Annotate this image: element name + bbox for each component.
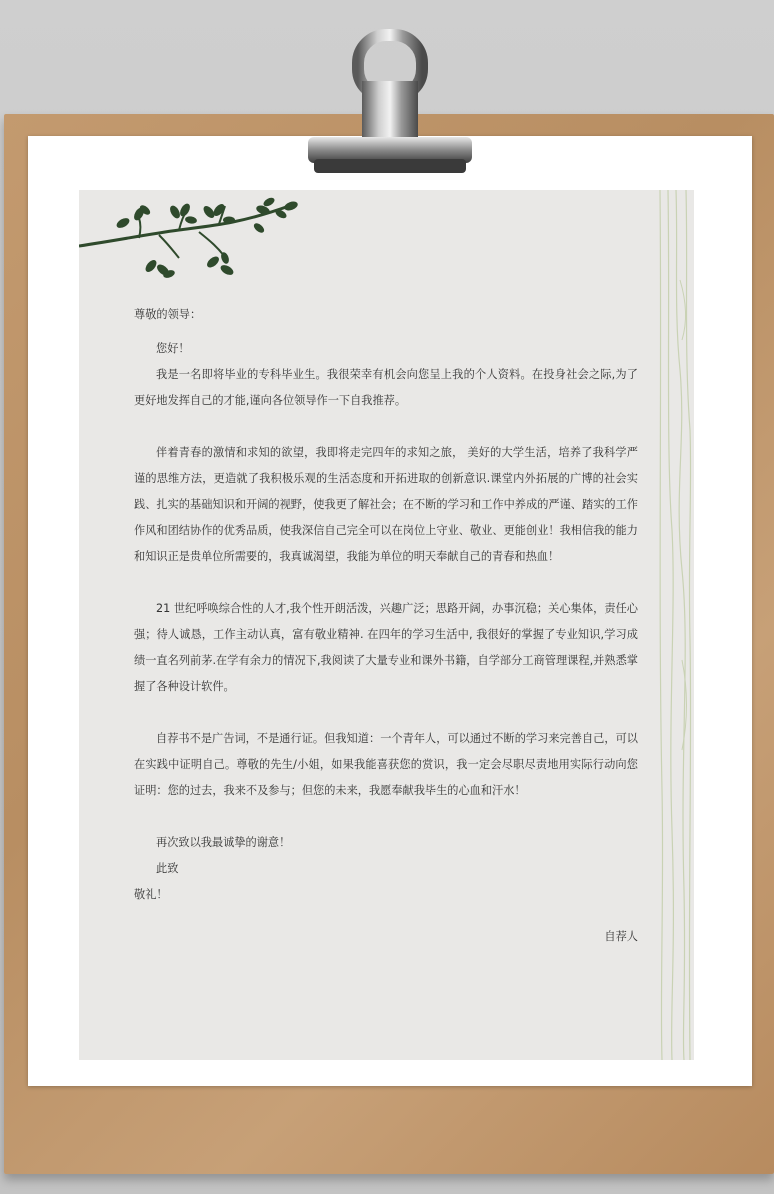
branch-decoration-icon: [79, 190, 309, 290]
letter-body: [134, 302, 638, 950]
paragraph-commitment: 自荐书不是广告词，不是通行证。但我知道：一个青年人，可以通过不断的学习来完善自己，可以在实践中证明自己。尊敬的先生/小姐，如果我能喜获您的赏识，我一定会尽职尽责地用实际行动向您证明：您的过去，我来不及参与；但您的未来，我愿奉献我毕生的心血和汗水！: [134, 732, 638, 797]
signature: 自荐人: [604, 930, 638, 943]
greeting: 您好！: [156, 342, 190, 355]
tree-trunk-decoration-icon: [654, 190, 694, 1060]
paragraph-study: 伴着青春的激情和求知的欲望，我即将走完四年的求知之旅， 美好的大学生活，培养了我科学严谨的思维方法，更造就了我积极乐观的生活态度和开拓进取的创新意识.课堂内外拓展的广博的社会实践、扎实的基础知识和开阔的视野，使我更了解社会；在不断的学习和工作中养成的严谨、踏实的工作作风和团结协作的优秀品质，使我深信自己完全可以在岗位上守业、敬业、更能创业！我相信我的能力和知识正是贵单位所需要的，我真诚渴望，我能为单位的明天奉献自己的青春和热血！: [134, 446, 638, 563]
salutation: 尊敬的领导：: [134, 308, 202, 321]
paragraph-intro: 我是一名即将毕业的专科毕业生。我很荣幸有机会向您呈上我的个人资料。在投身社会之际,为了更好地发挥自己的才能,谨向各位领导作一下自我推荐。: [134, 368, 638, 407]
binder-clip-icon: [300, 25, 480, 177]
thanks: 再次致以我最诚挚的谢意！: [156, 836, 291, 849]
closing-salute: 敬礼！: [134, 888, 168, 901]
closing-regards: 此致: [156, 862, 179, 875]
letter-page: [79, 190, 694, 1060]
paragraph-skills: 21 世纪呼唤综合性的人才,我个性开朗活泼，兴趣广泛；思路开阔，办事沉稳；关心集体，责任心强；待人诚恳，工作主动认真，富有敬业精神. 在四年的学习生活中, 我很好的掌握了专业知识,学习成绩一直名列前茅.在学有余力的情况下,我阅读了大量专业和课外书籍，自学部分工商管理课程,并熟悉掌握了各种设计软件。: [134, 602, 638, 693]
